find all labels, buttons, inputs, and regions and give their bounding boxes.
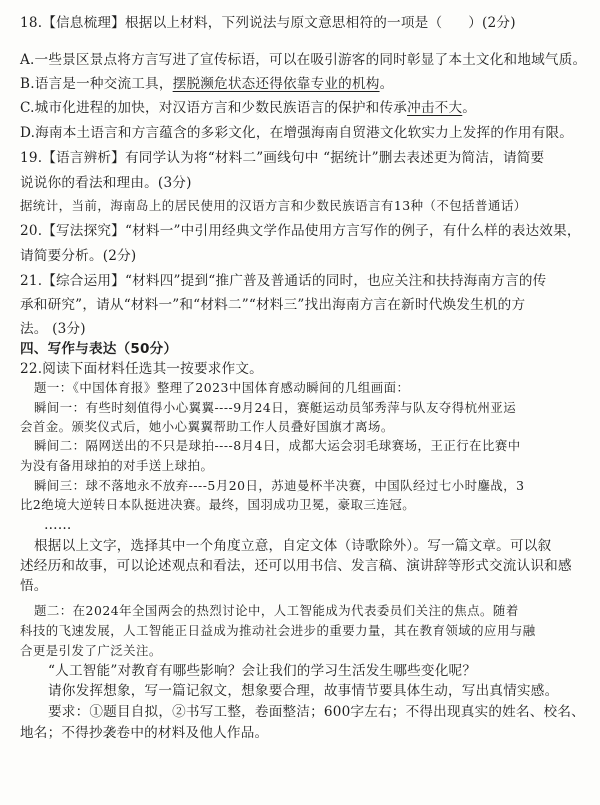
q22-moment-3-line-2: 比2绝境大逆转日本队挺进决赛。最终，国羽成功卫冕，豪取三连冠。 <box>20 497 416 512</box>
q20-line-2: 请简要分析。(2分) <box>20 248 137 264</box>
q18-option-b <box>20 75 393 93</box>
q22-requirements-line-1: 要求：①题目自拟，②书写工整，卷面整洁；600字左右；不得出现真实的姓名、校名、 <box>48 704 585 720</box>
q18-stem-text: 18.【信息梳理】根据以上材料，下列说法与原文意思相符的一项是（ <box>20 15 443 31</box>
q18-stem <box>20 14 516 32</box>
q21-line-2: 承和研究”，请从“材料一”和“材料二”“材料三”找出海南方言在新时代焕发生机的方 <box>20 297 526 313</box>
q22-topic-2-line-2: 科技的飞速发展，人工智能正日益成为推动社会进步的重要力量，其在教育领域的应用与融 <box>20 623 536 638</box>
q18-option-c <box>20 99 476 117</box>
q18-option-b-text: B.语言是一种交流工具， <box>20 76 173 92</box>
q22-requirements-line-2: 地名；不得抄袭卷中的材料及他人作品。 <box>20 725 269 741</box>
q22-topic-1-title: 题一：《中国体育报》整理了2023中国体育感动瞬间的几组画面： <box>34 380 410 395</box>
q18-option-b-end: 。 <box>379 76 394 92</box>
q22-topic-1-req-line-3: 悟。 <box>20 578 48 594</box>
q22-topic-1-req-line-2: 述经历和故事，可以论述观点和看法，还可以用书信、发言稿、演讲辞等形式交流认识和感 <box>20 558 572 574</box>
q19-line-1: 19.【语言辨析】有同学认为将“材料二”画线句中 “据统计”删去表述更为简洁，请简要 <box>20 150 545 166</box>
q18-option-c-end: 。 <box>462 100 477 116</box>
q19-quoted-sentence: 据统计，当前，海南岛上的居民使用的汉语方言和少数民族语言有13种（不包括普通话） <box>20 198 527 213</box>
q22-topic-2-question: “人工智能”对教育有哪些影响？会让我们的学习生活发生哪些变化呢？ <box>48 663 477 679</box>
q18-option-c-text: C.城市化进程的加快，对汉语方言和少数民族语言的保护和传承 <box>20 100 408 116</box>
q22-moment-2-line-1: 瞬间二：隔网送出的不只是球拍----8月4日，成都大运会羽毛球赛场，王正行在比赛中 <box>34 438 521 453</box>
q22-topic-2-line-1: 题二：在2024年全国两会的热烈讨论中，人工智能成为代表委员们关注的焦点。随着 <box>34 603 519 618</box>
q22-intro: 22.阅读下面材料任选其一按要求作文。 <box>20 361 263 377</box>
q22-ellipsis: …… <box>44 517 72 533</box>
q20-line-1: 20.【写法探究】“材料一”中引用经典文学作品使用方言写作的例子，有什么样的表达效果， <box>20 223 581 239</box>
q18-points: ）(2分) <box>468 15 516 31</box>
q22-moment-1-line-1: 瞬间一：有些时刻值得小心翼翼----9月24日，赛艇运动员邹秀萍与队友夺得杭州亚运 <box>34 400 517 415</box>
q22-moment-3-line-1: 瞬间三：球不落地永不放弃----5月20日，苏迪曼杯半决赛，中国队经过七小时鏖战，3 <box>34 478 525 493</box>
q22-topic-1-req-line-1: 根据以上文字，选择其中一个角度立意，自定文体（诗歌除外）。写一篇文章。可以叙 <box>34 538 552 554</box>
q18-option-a: A.一些景区景点将方言写进了宣传标语，可以在吸引游客的同时彰显了本土文化和地域气质。 <box>20 52 587 68</box>
q18-option-d: D.海南本土语言和方言蕴含的多彩文化，在增强海南自贸港文化软实力上发挥的作用有限。 <box>20 125 574 141</box>
q22-moment-1-line-2: 会首金。颁奖仪式后，她小心翼翼帮助工作人员叠好国旗才离场。 <box>20 419 394 434</box>
q18-option-b-underlined: 摆脱濒危状态还得依靠专业的机构 <box>172 76 380 92</box>
q18-option-c-underlined: 冲击不大 <box>407 100 463 116</box>
q21-line-3: 法。 (3分) <box>20 321 86 337</box>
q21-line-1: 21.【综合运用】“材料四”提到“推广普及普通话的同时，也应关注和扶持海南方言的传 <box>20 273 547 289</box>
q22-topic-2-line-3: 合更是引发了广泛关注。 <box>20 643 162 658</box>
q22-moment-2-line-2: 为没有备用球拍的对手送上球拍。 <box>20 458 214 473</box>
q19-line-2: 说说你的看法和理由。(3分) <box>20 175 192 191</box>
q22-topic-2-prompt: 请你发挥想象，写一篇记叙文，想象要合理，故事情节要具体生动，写出真情实感。 <box>48 683 559 699</box>
section-4-heading: 四、写作与表达（50分） <box>20 341 178 357</box>
